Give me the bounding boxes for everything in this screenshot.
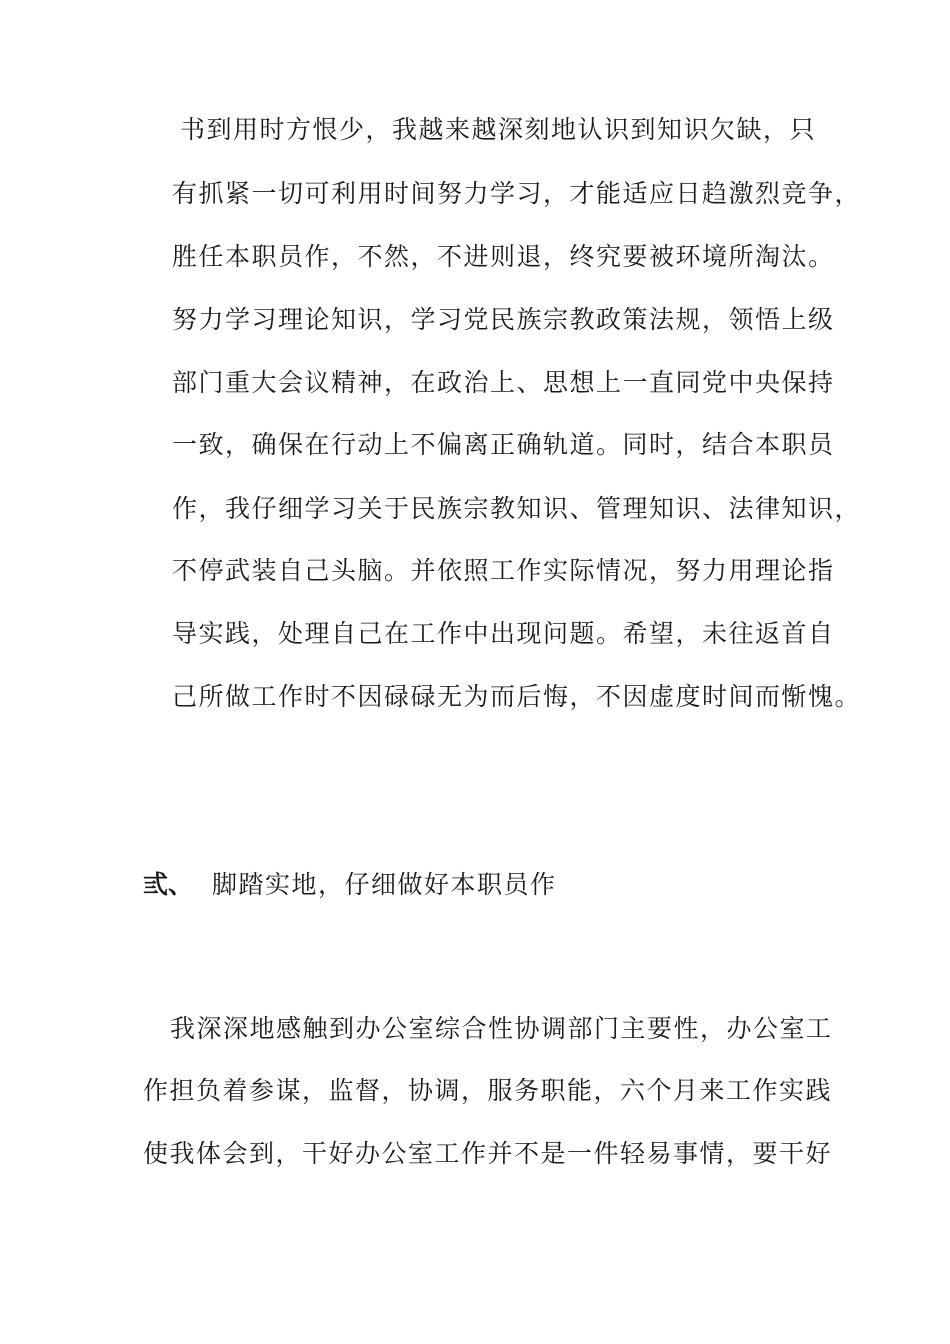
paragraph-line: 作担负着参谋，监督，协调，服务职能，六个月来工作实践 — [143, 1076, 833, 1105]
paragraph-line: 书到用时方恨少，我越来越深刻地认识到知识欠缺，只 — [180, 115, 817, 144]
paragraph-line: 一致，确保在行动上不偏离正确轨道。同时，结合本职员 — [172, 430, 835, 459]
paragraph-line: 我深深地感触到办公室综合性协调部门主要性，办公室工 — [170, 1014, 833, 1043]
section-number: 弎、 — [143, 870, 194, 899]
paragraph-line: 胜任本职员作，不然，不进则退，终究要被环境所淘汰。 — [172, 242, 835, 271]
paragraph-line: 有抓紧一切可利用时间努力学习，才能适应日趋激烈竞争， — [172, 179, 862, 208]
paragraph-line: 导实践，处理自己在工作中出现问题。希望，未往返首自 — [172, 619, 835, 648]
section-heading: 脚踏实地，仔细做好本职员作 — [212, 870, 557, 899]
paragraph-line: 部门重大会议精神，在政治上、思想上一直同党中央保持 — [172, 368, 835, 397]
paragraph-line: 不停武装自己头脑。并依照工作实际情况，努力用理论指 — [172, 556, 835, 585]
paragraph-line: 努力学习理论知识，学习党民族宗教政策法规，领悟上级 — [172, 305, 835, 334]
paragraph-line: 己所做工作时不因碌碌无为而后悔，不因虚度时间而惭愧。 — [172, 682, 862, 711]
paragraph-line: 作，我仔细学习关于民族宗教知识、管理知识、法律知识， — [172, 494, 862, 523]
paragraph-line: 使我体会到，干好办公室工作并不是一件轻易事情，要干好 — [143, 1139, 833, 1168]
